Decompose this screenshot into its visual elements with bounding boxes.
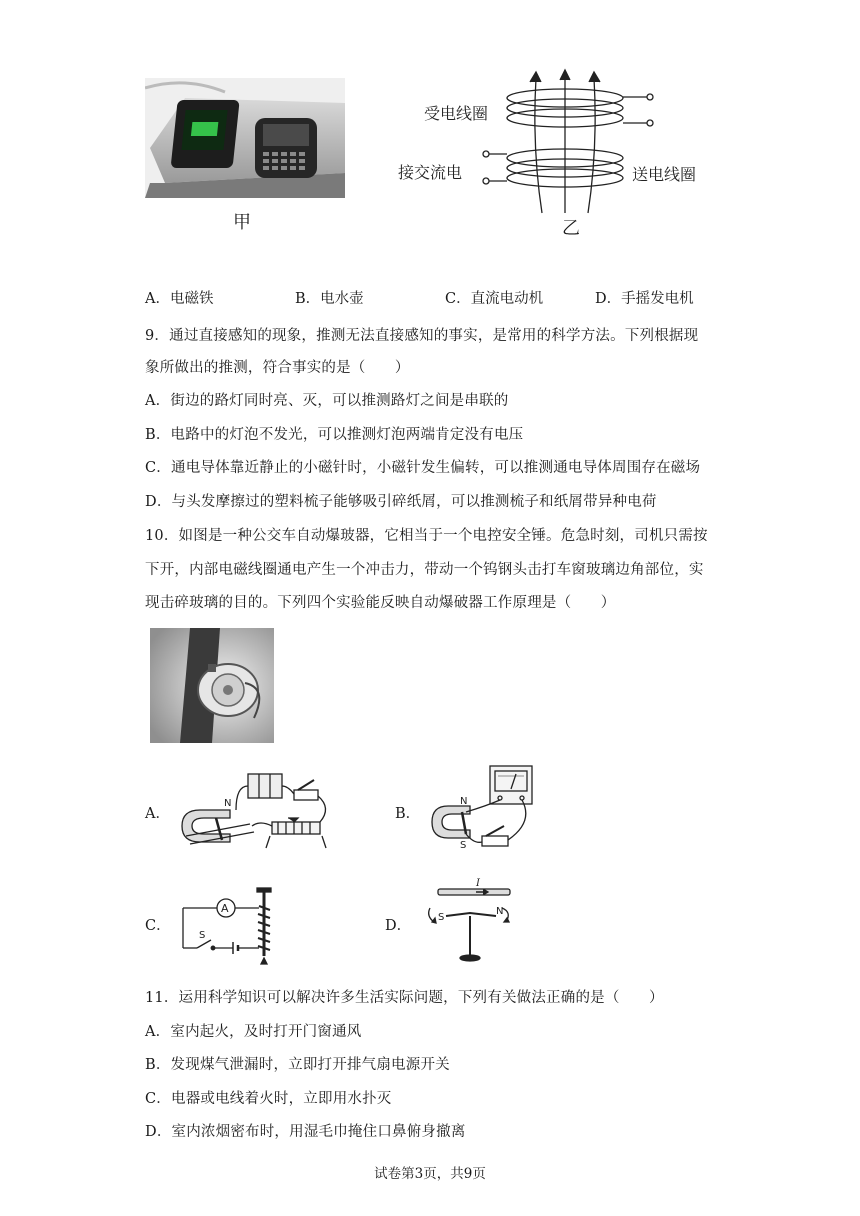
q9-option-c: C．通电导体靠近静止的小磁针时，小磁针发生偏转，可以推测通电导体周围存在磁场: [145, 460, 701, 476]
q9-option-b: B．电路中的灯泡不发光，可以推测灯泡两端肯定没有电压: [145, 427, 524, 443]
q10-option-d-diagram: [420, 876, 520, 968]
page-footer: 试卷第3页，共9页: [374, 1166, 486, 1182]
figure-jia-photo: [145, 78, 345, 198]
q10-option-b-diagram: [430, 762, 540, 854]
q10-b-n-label: N: [460, 796, 468, 807]
q11-option-c: C．电器或电线着火时，立即用水扑灭: [145, 1091, 392, 1107]
ac-input-label: 接交流电: [398, 163, 463, 182]
q9-stem-line2: 象所做出的推测，符合事实的是（ ）: [145, 360, 410, 376]
q10-b-s-label: S: [460, 840, 467, 851]
glass-breaker-photo: [150, 628, 274, 743]
q9-option-a: A．街边的路灯同时亮、灭，可以推测路灯之间是串联的: [145, 393, 509, 409]
q10-c-ammeter-label: A: [221, 902, 229, 915]
q10-stem-line2: 下开，内部电磁线圈通电产生一个冲击力，带动一个钨钢头击打车窗玻璃边角部位，实: [145, 562, 704, 578]
q10-option-a-letter: A．: [145, 806, 170, 822]
q10-d-current-label: I: [476, 878, 480, 889]
q11-stem: 11．运用科学知识可以解决许多生活实际问题，下列有关做法正确的是（ ）: [145, 990, 664, 1006]
q10-option-d-letter: D．: [385, 918, 412, 934]
q8-option-c: C．直流电动机: [445, 291, 544, 307]
q8-option-a: A．电磁铁: [145, 291, 214, 307]
q9-stem-line1: 9．通过直接感知的现象，推测无法直接感知的事实，是常用的科学方法。下列根据现: [145, 328, 699, 344]
q11-option-d: D．室内浓烟密布时，用湿毛巾掩住口鼻俯身撤离: [145, 1124, 466, 1140]
figure-yi-label: 乙: [562, 218, 580, 239]
figure-jia-label: 甲: [233, 212, 251, 233]
q10-d-s-label: S: [438, 912, 445, 923]
receive-coil-label: 受电线圈: [424, 104, 489, 123]
q8-option-b: B．电水壶: [295, 291, 364, 307]
q10-option-a-diagram: [180, 768, 340, 852]
q10-c-switch-label: S: [199, 930, 206, 941]
q10-option-c-letter: C．: [145, 918, 171, 934]
q10-a-n-label: N: [224, 798, 232, 809]
q9-option-d: D．与头发摩擦过的塑料梳子能够吸引碎纸屑，可以推测梳子和纸屑带异种电荷: [145, 494, 657, 510]
coil-diagram: [480, 68, 660, 218]
q8-option-d: D．手摇发电机: [595, 291, 694, 307]
q10-option-b-letter: B．: [395, 806, 421, 822]
q10-stem-line3: 现击碎玻璃的目的。下列四个实验能反映自动爆破器工作原理是（ ）: [145, 595, 616, 611]
q10-option-c-diagram: [175, 886, 285, 966]
q11-option-a: A．室内起火，及时打开门窗通风: [145, 1024, 362, 1040]
q11-option-b: B．发现煤气泄漏时，立即打开排气扇电源开关: [145, 1057, 450, 1073]
q10-d-n-label: N: [496, 906, 504, 917]
q10-stem-line1: 10．如图是一种公交车自动爆玻器，它相当于一个电控安全锤。危急时刻，司机只需按: [145, 528, 708, 544]
send-coil-label: 送电线圈: [632, 165, 697, 184]
